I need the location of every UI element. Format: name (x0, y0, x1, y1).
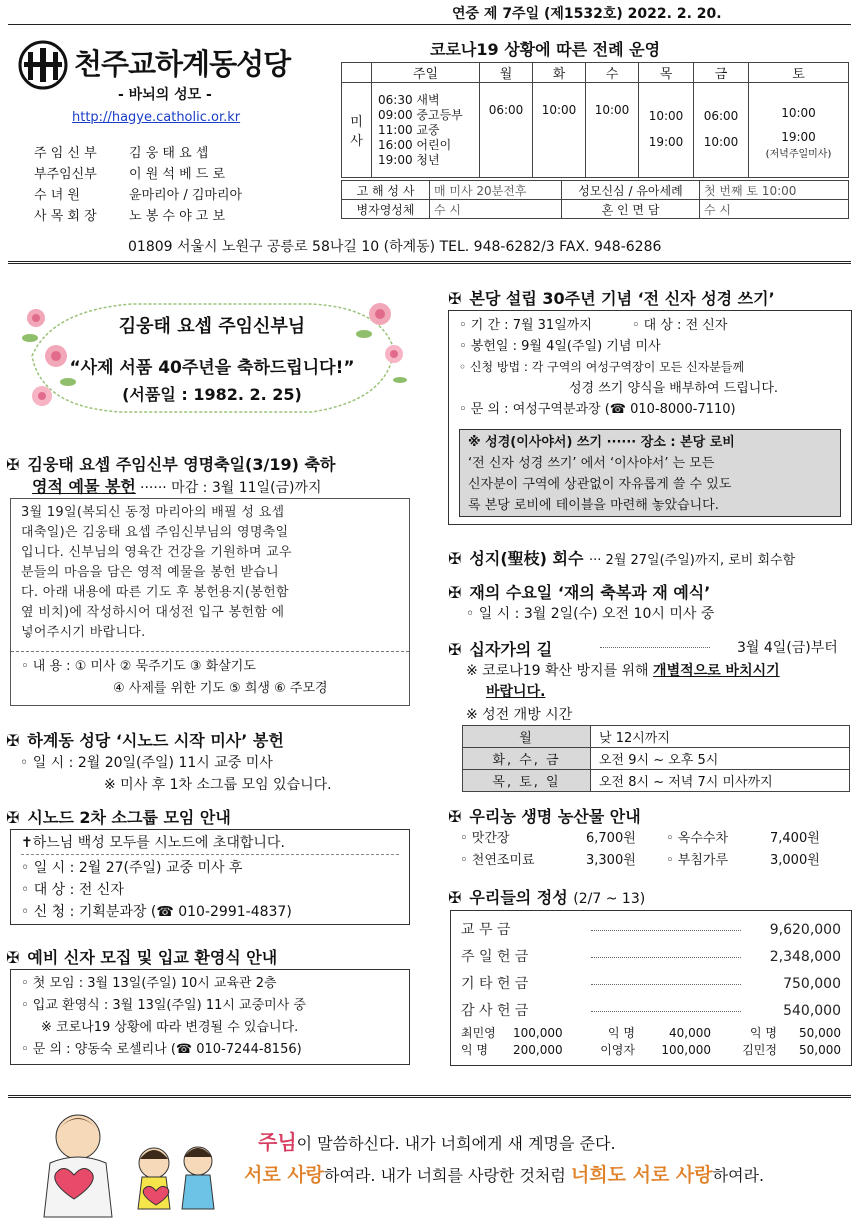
issue-line: 연중 제 7주일 (제1532호) 2022. 2. 20. (452, 6, 722, 22)
feast-body-line: 대축일)은 김웅태 요셉 주임신부님의 영명축일 (21, 525, 289, 540)
thu-time: 19:00 (648, 135, 684, 149)
synod-group-line: ◦ 일 시 : 2월 27(주일) 교중 미사 후 (21, 860, 243, 876)
mass-row-label: 미 사 (342, 83, 372, 178)
farm-item-price: 3,300원 (586, 853, 636, 868)
scripture-line-1 (258, 1126, 616, 1155)
catechumen-line: ◦ 문 의 : 양동숙 로셀리나 (☎ 010-7244-8156) (21, 1042, 302, 1057)
bible-note-line: 록 본당 로비에 테이블을 마련해 놓았습니다. (468, 498, 719, 513)
day-header: 화 (533, 63, 586, 83)
palm-return-detail: ··· 2월 27일(주일)까지, 로비 회수함 (589, 553, 796, 568)
sacrament-value: 첫 번째 토 10:00 (700, 181, 849, 200)
section-bullet-icon: ✠ (6, 731, 20, 750)
catechumen-box (10, 969, 410, 1065)
farm-item-price: 6,700원 (586, 831, 636, 846)
mass-schedule-table (341, 62, 849, 178)
section-bullet-icon: ✠ (448, 549, 462, 568)
sunday-time: 09:00 중고등부 (378, 107, 463, 122)
bible-note-box (459, 429, 841, 517)
tue-time: 10:00 (541, 103, 577, 117)
synod-mass-title (6, 728, 284, 751)
feast-title (6, 452, 335, 475)
staff-name: 김 웅 태 요 셉 (129, 146, 209, 161)
synod-group-box (10, 829, 410, 925)
section-bullet-icon: ✠ (448, 807, 462, 826)
section-bullet-icon: ✠ (6, 808, 20, 827)
bible-title (448, 286, 775, 309)
feast-body-line: 넣어주시기 바랍니다. (21, 625, 146, 640)
stations-date: 3월 4일(금)부터 (737, 640, 838, 656)
staff-name: 윤마리아 / 김마리아 (129, 188, 243, 203)
donor-amount: 100,000 (513, 1026, 563, 1040)
feast-body-line: 3월 19일(복되신 동정 마리아의 배필 성 요셉 (21, 505, 285, 520)
staff-name: 이 원 석 베 드 로 (129, 167, 226, 182)
scripture-text: 이 말씀하신다. 내가 너희에게 새 계명을 준다. (296, 1134, 616, 1153)
palm-return-title (448, 546, 795, 569)
day-header: 수 (586, 63, 639, 83)
parish-name: 천주교하계동성당 (74, 47, 291, 81)
stations-leader (600, 647, 710, 648)
hours-time: 오전 9시 ~ 오후 5시 (591, 748, 850, 770)
donor-amount: 100,000 (661, 1043, 711, 1057)
donor-amount: 50,000 (799, 1026, 841, 1040)
feast-body-line: 옆 비치)에 작성하시어 대성전 입구 봉헌함 에 (21, 605, 285, 620)
offering-label: 교 무 금 (461, 922, 511, 938)
feast-title-text: 김웅태 요셉 주임신부 영명축일(3/19) 축하 (27, 455, 336, 474)
stations-note-emphasis: 개별적으로 바치시기 (653, 663, 780, 679)
scripture-emphasis: 주님 (258, 1130, 297, 1154)
staff-role: 부주임신부 (34, 167, 97, 182)
hours-days: 월 (463, 726, 591, 748)
donor-name: 이영자 (600, 1043, 635, 1057)
fri-time: 06:00 (703, 109, 739, 123)
stations-note-emphasis: 바랍니다. (486, 684, 546, 700)
feast-body-line: 입니다. 신부님의 영육간 건강을 기원하며 교우 (21, 545, 292, 560)
staff-role: 사 목 회 장 (34, 209, 97, 224)
feast-body-line: 다. 아래 내용에 따른 기도 후 봉헌용지(봉헌함 (21, 585, 289, 600)
schedule-title: 코로나19 상황에 따른 전례 운영 (430, 40, 661, 59)
donor-amount: 50,000 (799, 1043, 841, 1057)
day-header: 월 (480, 63, 533, 83)
donor-name: 익 명 (750, 1026, 777, 1040)
stations-note (466, 660, 780, 680)
feast-box (10, 498, 410, 706)
farm-item-name: ◦ 맛간장 (460, 831, 510, 846)
feast-content-label: ◦ 내 용 : (21, 659, 71, 674)
ash-wednesday-title (448, 580, 710, 603)
contact-address: 01809 서울시 노원구 공릉로 58나길 10 (하계동) TEL. 948-6282/3 FAX. 948-6286 (128, 239, 662, 255)
sunday-time: 19:00 청년 (378, 152, 440, 167)
synod-group-title-text: 시노드 2차 소그룹 모임 안내 (27, 808, 231, 827)
offering-amount: 9,620,000 (769, 922, 841, 938)
scripture-emphasis: 서로 사랑 (244, 1164, 325, 1186)
parish-logo (18, 40, 68, 90)
offering-amount: 540,000 (783, 1003, 841, 1019)
offering-box (450, 910, 852, 1066)
synod-group-line: ◦ 대 상 : 전 신자 (21, 882, 124, 898)
parish-url[interactable]: http://hagye.catholic.or.kr (72, 110, 241, 125)
scripture-text: 하여라. (712, 1166, 765, 1185)
ash-wednesday-line: ◦ 일 시 : 3월 2일(수) 오전 10시 미사 중 (466, 606, 715, 622)
bible-period: ◦ 기 간 : 7월 31일까지 (459, 318, 592, 333)
offering-title (448, 885, 645, 908)
feast-deadline: ······ 마감 : 3월 11일(금)까지 (140, 480, 322, 496)
ash-wednesday-title-text: 재의 수요일 ‘재의 축복과 재 예식’ (469, 583, 711, 602)
donor-name: 김민정 (742, 1043, 777, 1057)
feast-items-row: ④ 사제를 위한 기도 ⑤ 희생 ⑥ 주모경 (113, 681, 328, 696)
offering-title-text: 우리들의 정성 (469, 888, 568, 907)
bible-target: ◦ 대 상 : 전 신자 (631, 318, 728, 333)
hours-time: 낮 12시까지 (591, 726, 850, 748)
bible-title-text: 본당 설립 30주년 기념 ‘전 신자 성경 쓰기’ (469, 289, 775, 308)
sacrament-label: 병자영성체 (342, 200, 430, 219)
stations-title (448, 637, 552, 660)
synod-mass-line: ◦ 일 시 : 2월 20일(주일) 11시 교중 미사 (20, 755, 273, 771)
sunday-time: 16:00 어린이 (378, 137, 452, 152)
sacrament-value: 수 시 (700, 200, 849, 219)
staff-role: 수 녀 원 (34, 188, 80, 203)
hours-days: 화, 수, 금 (463, 748, 591, 770)
feast-body-line: 분들의 마음을 담은 영적 예물을 봉헌 받습니 (21, 565, 280, 580)
footer-illustration (20, 1103, 220, 1219)
catechumen-title-text: 예비 신자 모집 및 입교 환영식 안내 (27, 948, 278, 967)
donor-amount: 40,000 (669, 1026, 711, 1040)
palm-return-title-text: 성지(聖枝) 회수 (469, 549, 584, 568)
donor-name: 최민영 (461, 1026, 496, 1040)
sacrament-value: 수 시 (430, 200, 562, 219)
bible-method: ◦ 신청 방법 : 각 구역의 여성구역장이 모든 신자분들께 (459, 360, 745, 374)
greeting-message: “사제 서품 40주년을 축하드립니다!” (69, 358, 355, 378)
bible-note-line: 신자분이 구역에 상관없이 자유롭게 쓸 수 있도 (468, 477, 732, 492)
synod-mass-title-text: 하계동 성당 ‘시노드 시작 미사’ 봉헌 (27, 731, 284, 750)
bible-box (448, 310, 852, 525)
wed-time: 10:00 (594, 103, 630, 117)
synod-group-title (6, 805, 231, 828)
section-bullet-icon: ✠ (448, 289, 462, 308)
day-header: 토 (749, 63, 849, 83)
section-bullet-icon: ✠ (6, 455, 20, 474)
section-bullet-icon: ✠ (448, 583, 462, 602)
church-hours-label: ※ 성전 개방 시간 (466, 707, 573, 723)
synod-mass-note: ※ 미사 후 1차 소그룹 모임 있습니다. (104, 777, 332, 793)
hours-time: 오전 8시 ~ 저녁 7시 미사까지 (591, 770, 850, 792)
sacrament-label: 성모신심 / 유아세례 (562, 181, 700, 200)
day-header: 금 (694, 63, 749, 83)
donor-name: 익 명 (461, 1043, 488, 1057)
bible-method: 성경 쓰기 양식을 배부하여 드립니다. (569, 381, 779, 396)
thu-time: 10:00 (648, 109, 684, 123)
scripture-line-2 (244, 1160, 764, 1187)
farm-item-name: ◦ 천연조미료 (460, 853, 535, 868)
catechumen-note: ※ 코로나19 상황에 따라 변경될 수 있습니다. (41, 1020, 299, 1035)
sat-time: 10:00 (781, 106, 816, 120)
sat-note: (저녁주일미사) (765, 149, 832, 160)
donor-name: 익 명 (608, 1026, 635, 1040)
bible-contact: ◦ 문 의 : 여성구역분과장 (☎ 010-8000-7110) (459, 402, 736, 417)
sacrament-label: 고 해 성 사 (342, 181, 430, 200)
greeting-title: 김웅태 요셉 주임신부님 (118, 316, 306, 337)
feast-items-row: ① 미사 ② 묵주기도 ③ 화살기도 (74, 659, 256, 674)
sunday-time: 06:30 새벽 (378, 92, 440, 107)
scripture-emphasis: 너희도 서로 사랑 (570, 1164, 713, 1186)
sacrament-table (341, 180, 849, 219)
fri-time: 10:00 (703, 135, 739, 149)
ordination-date: (서품일 : 1982. 2. 25) (122, 385, 302, 404)
farm-title-text: 우리농 생명 농산물 안내 (469, 807, 641, 826)
section-bullet-icon: ✠ (448, 640, 462, 659)
staff-list (34, 142, 324, 226)
stations-note-text: ※ 코로나19 확산 방지를 위해 (466, 663, 649, 679)
offering-label: 주 일 헌 금 (461, 949, 529, 965)
sunday-time: 11:00 교중 (378, 122, 440, 137)
sacrament-value: 매 미사 20분전후 (430, 181, 562, 200)
farm-item-price: 3,000원 (770, 853, 820, 868)
synod-group-line: ◦ 신 청 : 기획분과장 (☎ 010-2991-4837) (21, 904, 292, 920)
feast-subtitle (32, 474, 322, 497)
offering-period: (2/7 ~ 13) (573, 891, 646, 907)
staff-name: 노 봉 수 야 고 보 (129, 209, 226, 224)
offering-label: 감 사 헌 금 (461, 1003, 529, 1019)
day-header: 목 (639, 63, 694, 83)
greeting-card (12, 290, 412, 422)
mon-time: 06:00 (488, 103, 524, 117)
catechumen-title (6, 945, 277, 968)
hours-days: 목, 토, 일 (463, 770, 591, 792)
offering-amount: 750,000 (783, 976, 841, 992)
farm-item-name: ◦ 옥수수차 (666, 831, 729, 846)
catechumen-line: ◦ 입교 환영식 : 3월 13일(주일) 11시 교중미사 중 (21, 998, 306, 1013)
section-bullet-icon: ✠ (6, 948, 20, 967)
offering-label: 기 타 헌 금 (461, 976, 529, 992)
sacrament-label: 혼 인 면 담 (562, 200, 700, 219)
bible-note-line: ‘전 신자 성경 쓰기’ 에서 ‘이사야서’ 는 모든 (468, 456, 715, 471)
section-bullet-icon: ✠ (448, 888, 462, 907)
bible-mass: ◦ 봉헌일 : 9월 4일(주일) 기념 미사 (459, 339, 661, 354)
synod-group-intro: ✝하느님 백성 모두를 시노드에 초대합니다. (21, 832, 399, 855)
farm-title (448, 804, 641, 827)
staff-role: 주 임 신 부 (34, 146, 97, 161)
bible-note-title: ※ 성경(이사야서) 쓰기 ······ 장소 : 본당 로비 (468, 435, 735, 450)
stations-title-text: 십자가의 길 (469, 640, 553, 659)
patron-name: - 바뇌의 성모 - (118, 87, 212, 103)
catechumen-line: ◦ 첫 모임 : 3월 13일(주일) 10시 교육관 2층 (21, 976, 277, 991)
scripture-text: 하여라. 내가 너희를 사랑한 것처럼 (324, 1166, 571, 1185)
farm-item-price: 7,400원 (770, 831, 820, 846)
farm-list (460, 828, 850, 872)
feast-offering-label: 영적 예물 봉헌 (32, 477, 136, 496)
church-hours-table (462, 725, 850, 792)
farm-item-name: ◦ 부침가루 (666, 853, 729, 868)
offering-amount: 2,348,000 (769, 949, 841, 965)
sat-time: 19:00 (781, 130, 816, 144)
donor-amount: 200,000 (513, 1043, 563, 1057)
day-header: 주일 (372, 63, 480, 83)
